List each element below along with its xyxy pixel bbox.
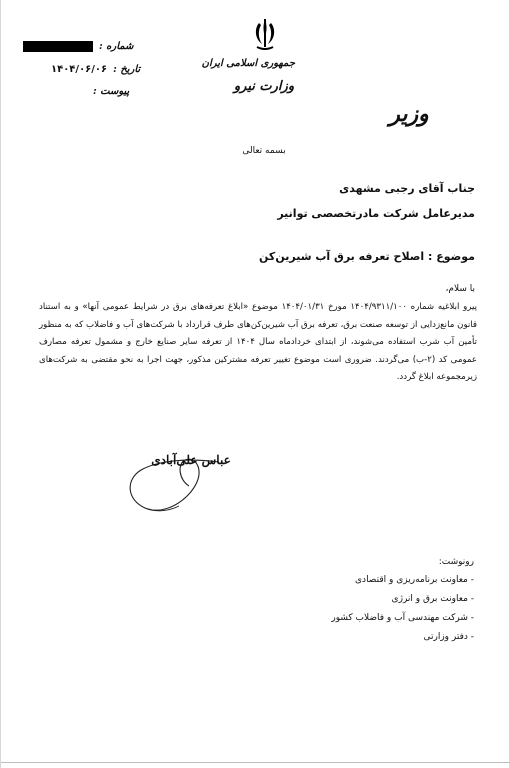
addressee-name: جناب آقای رجبی مشهدی (339, 182, 475, 195)
cc-item: - شرکت مهندسی آب و فاضلاب کشور (331, 613, 474, 623)
redacted-number (23, 41, 93, 52)
number-label: شماره : (99, 41, 134, 52)
cc-item: - معاونت برق و انرژی (391, 594, 474, 604)
cc-item: - معاونت برنامه‌ریزی و اقتصادی (355, 575, 474, 585)
date-value: ۱۴۰۴/۰۶/۰۶ (51, 64, 108, 75)
invocation: بسمه تعالی (242, 146, 286, 156)
letter-body: پیرو ابلاغیه شماره ۱۴۰۴/۹۳۱۱/۱۰۰ مورخ ۱۴۰۴/۰۱/۳۱ موضوع «ابلاغ تعرفه‌های برق در شرایط عمومی آنها» و به استناد قانون مانع‌زدایی از توسعه صنعت برق، تعرفه برق آب شیرین‌کن‌های طرف قرارداد با شرکت‌های آب و فاضلاب که به منظور تأمین آب شرب استفاده می‌شوند، از ابتدای خردادماه سال ۱۴۰۴ از تعرفه سایر صنایع خارج و مشمول تعرفه مصارف عمومی کد (۲-ب) می‌گردند. ضروری است موضوع تغییر تعرفه مشترکین مذکور، جهت اجرا به نحو مقتضی به شرکت‌های زیرمجموعه ابلاغ گردد. (39, 302, 477, 382)
cc-list (331, 571, 474, 647)
signer-name: عباس علی‌آبادی (151, 453, 231, 467)
org-ministry: وزارت نیرو (233, 79, 295, 94)
cc-title: رونوشت: (438, 557, 474, 567)
page-bottom-divider (1, 762, 510, 763)
date-row (51, 64, 140, 75)
signature-scribble-icon (119, 440, 239, 520)
date-label: تاریخ : (113, 64, 141, 75)
iran-emblem-icon (253, 17, 277, 55)
number-row (23, 41, 133, 52)
attachment-label: پیوست : (93, 86, 130, 97)
subject-line: موضوع : اصلاح تعرفه برق آب شیرین‌کن (259, 250, 475, 263)
addressee-title: مدیرعامل شرکت مادرتخصصی توانیر (277, 207, 475, 220)
org-country: جمهوری اسلامی ایران (201, 58, 295, 69)
salutation: با سلام، (445, 284, 475, 294)
cc-item: - دفتر وزارتی (423, 632, 474, 642)
attachment-row (93, 86, 129, 97)
minister-title: وزیر (389, 101, 429, 127)
